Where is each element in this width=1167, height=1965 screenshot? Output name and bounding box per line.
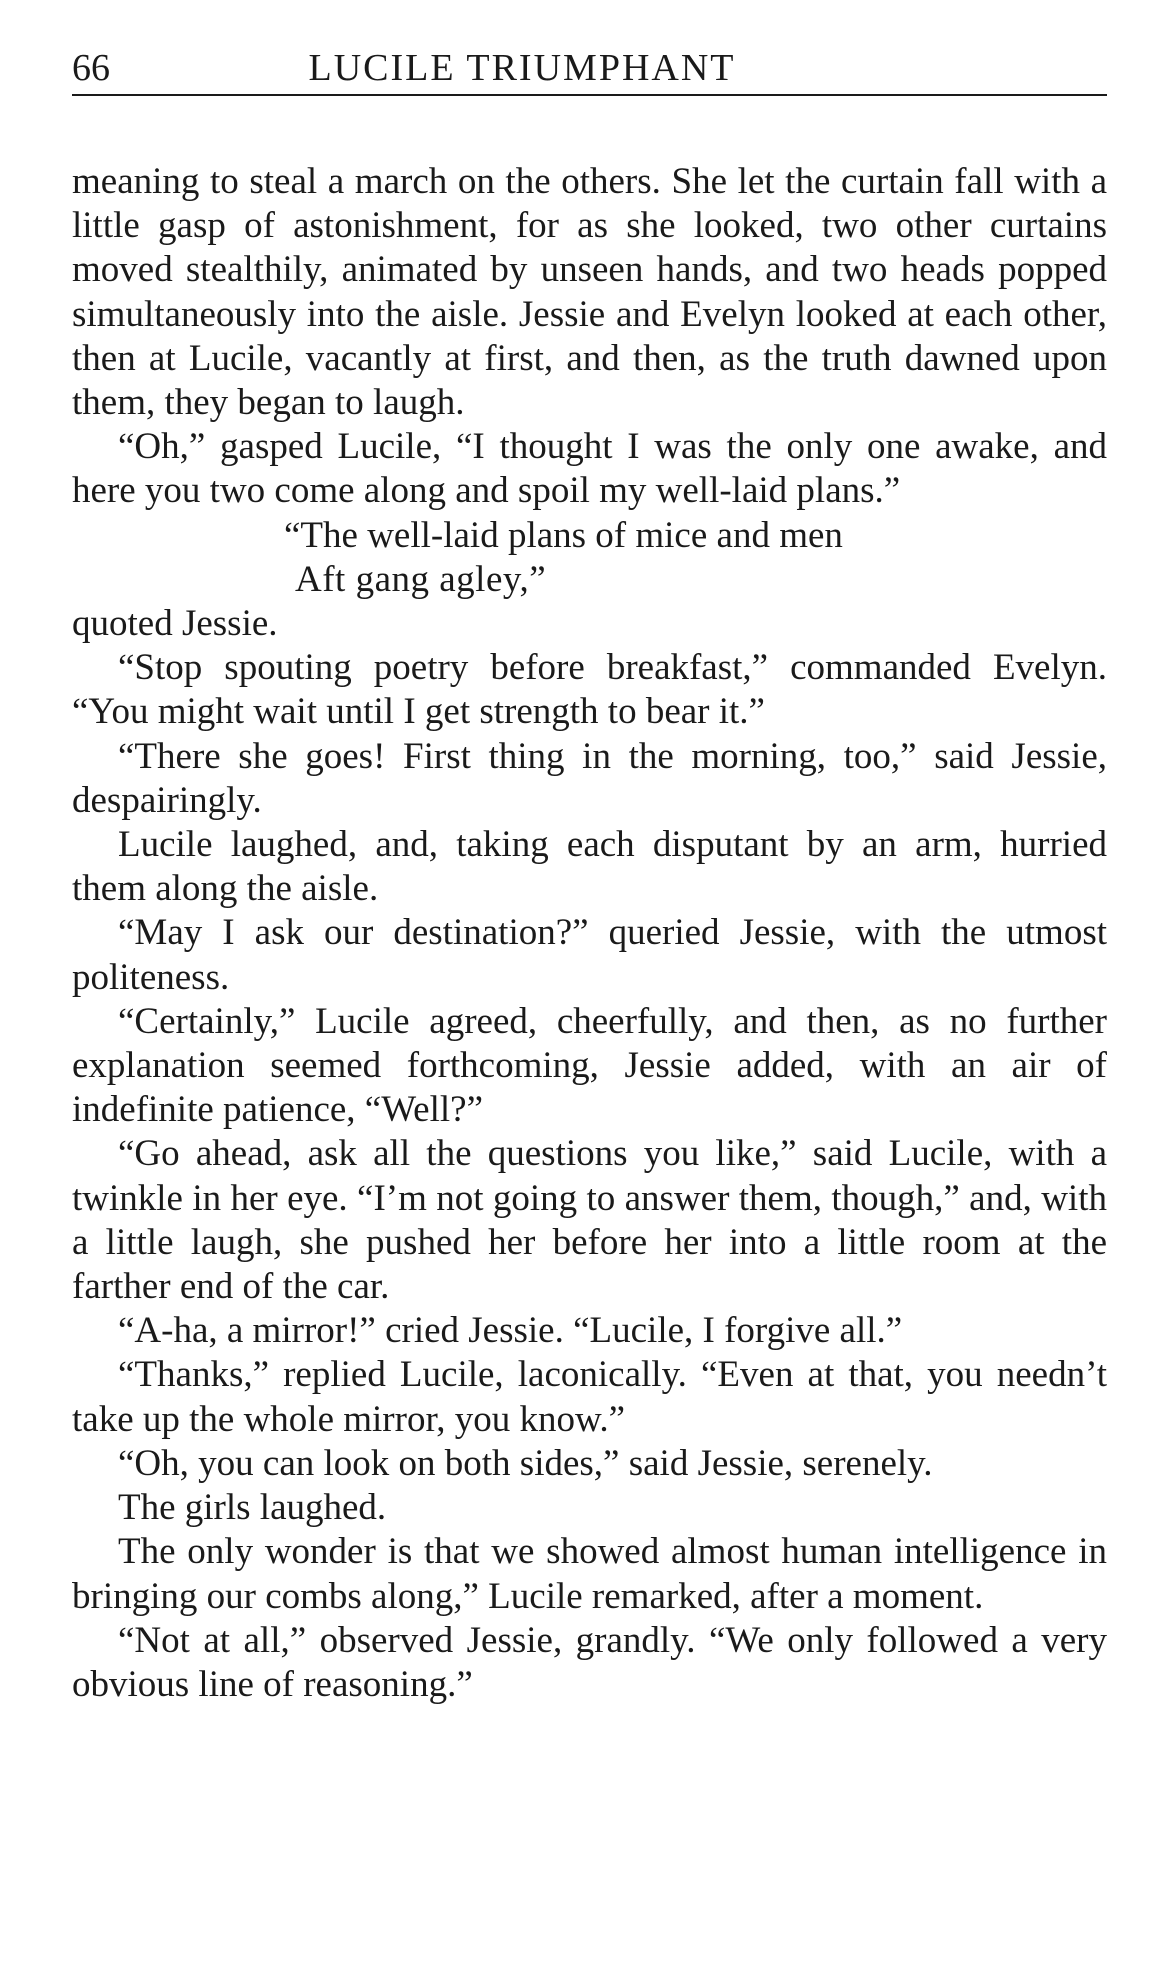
header-rule: [72, 94, 1107, 96]
paragraph: meaning to steal a march on the others. She let the curtain fall with a little gasp of astonishment, for as she looked, two other curtains moved stealthily, animated by unseen hands, and two heads popped simultaneously into the aisle. Jessie and Evelyn looked at each other, then at Lucile, vacantly at first, and then, as the truth dawned upon them, they began to laugh.: [72, 161, 1107, 424]
paragraph: “Go ahead, ask all the questions you like,” said Lucile, with a twinkle in her eye. “I’m not going to answer them, though,” and, with a little laugh, she pushed her before her into a little room at the farther end of the car.: [72, 1133, 1107, 1308]
paragraph: The girls laughed.: [118, 1487, 387, 1529]
paragraph: quoted Jessie.: [72, 603, 278, 645]
verse-line: Aft gang agley,”: [295, 558, 547, 600]
body-text: [72, 160, 1107, 1707]
paragraph: Lucile laughed, and, taking each disputant by an arm, hurried them along the aisle.: [72, 824, 1107, 910]
paragraph: “Certainly,” Lucile agreed, cheerfully, and then, as no further explanation seemed forthcoming, Jessie added, with an air of indefinite patience, “Well?”: [72, 1000, 1107, 1131]
paragraph: “Stop spouting poetry before breakfast,” commanded Evelyn. “You might wait until I get strength to bear it.”: [72, 647, 1107, 733]
verse-quote: [72, 514, 1107, 602]
paragraph: “May I ask our destination?” queried Jessie, with the utmost politeness.: [72, 912, 1107, 998]
running-title: LUCILE TRIUMPHANT: [308, 47, 736, 89]
paragraph: “Oh, you can look on both sides,” said Jessie, serenely.: [118, 1442, 933, 1484]
verse-line: “The well-laid plans of mice and men: [284, 514, 843, 556]
paragraph: “There she goes! First thing in the morning, too,” said Jessie, despairingly.: [72, 735, 1107, 821]
paragraph: “Oh,” gasped Lucile, “I thought I was the only one awake, and here you two come along and spoil my well-laid plans.”: [72, 426, 1107, 512]
paragraph: “Thanks,” replied Lucile, laconically. “Even at that, you needn’t take up the whole mirror, you know.”: [72, 1354, 1107, 1440]
page-header: [72, 40, 1107, 96]
page-number: 66: [72, 47, 110, 89]
paragraph: The only wonder is that we showed almost human intelligence in bringing our combs along,” Lucile remarked, after a moment.: [72, 1531, 1107, 1617]
paragraph: “A-ha, a mirror!” cried Jessie. “Lucile, I forgive all.”: [118, 1310, 903, 1352]
paragraph: “Not at all,” observed Jessie, grandly. “We only followed a very obvious line of reasoning.”: [72, 1619, 1107, 1705]
